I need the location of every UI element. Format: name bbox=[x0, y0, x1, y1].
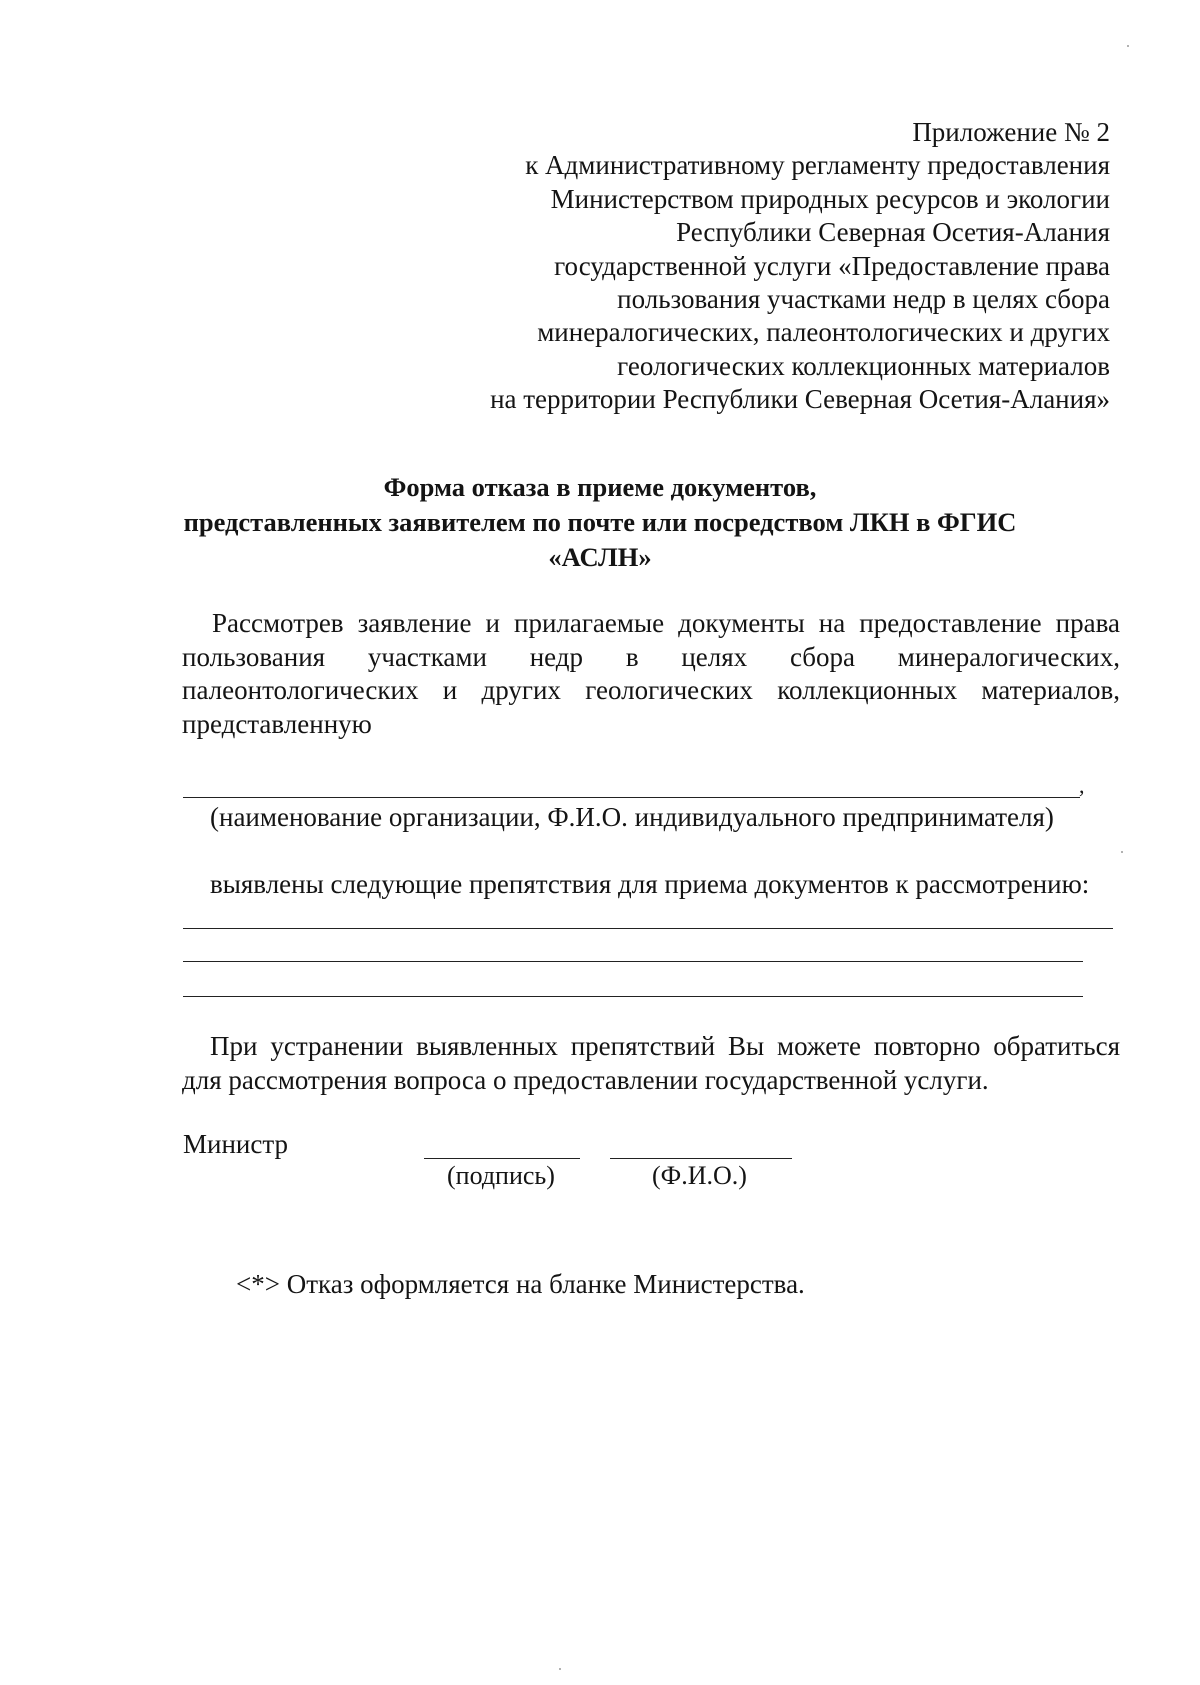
appendix-line: к Административному регламенту предоставления bbox=[525, 150, 1110, 181]
resolution-paragraph bbox=[182, 1030, 1120, 1097]
appendix-line: государственной услуги «Предоставление права bbox=[554, 250, 1110, 281]
appendix-line: пользования участками недр в целях сбора bbox=[617, 284, 1110, 315]
obstacles-label: выявлены следующие препятствия для приема документов к рассмотрению: bbox=[210, 869, 1090, 899]
organization-caption: (наименование организации, Ф.И.О. индивидуального предпринимателя) bbox=[210, 802, 1054, 832]
signature-fill-line bbox=[424, 1158, 580, 1159]
scan-speck bbox=[1121, 851, 1123, 853]
form-title-line: Форма отказа в приеме документов, bbox=[383, 472, 817, 502]
appendix-line: Приложение № 2 bbox=[912, 117, 1110, 147]
signature-caption: (подпись) bbox=[447, 1161, 555, 1190]
footnote: <*> Отказ оформляется на бланке Министерства. bbox=[236, 1269, 805, 1299]
signer-title: Министр bbox=[183, 1129, 288, 1159]
obstacles-fill-line bbox=[183, 961, 1083, 962]
name-fill-line bbox=[610, 1158, 792, 1159]
organization-fill-line bbox=[183, 797, 1080, 798]
organization-fill-comma: , bbox=[1079, 773, 1085, 798]
appendix-line: на территории Республики Северная Осетия-Алания» bbox=[490, 384, 1110, 415]
scan-speck bbox=[559, 1668, 561, 1670]
appendix-header bbox=[490, 116, 1110, 417]
intro-paragraph bbox=[182, 607, 1120, 741]
appendix-line: Министерством природных ресурсов и экологии bbox=[550, 183, 1110, 214]
obstacles-fill-line bbox=[183, 996, 1083, 997]
appendix-line: геологических коллекционных материалов bbox=[617, 350, 1110, 381]
appendix-line: Республики Северная Осетия-Алания bbox=[676, 217, 1110, 248]
form-title-line: «АСЛН» bbox=[548, 542, 652, 572]
resolution-paragraph-text: При устранении выявленных препятствий Вы можете повторно обратиться для рассмотрения вопроса о предоставлении государственной услуги. bbox=[182, 1031, 1120, 1095]
obstacles-fill-line bbox=[183, 928, 1113, 929]
scan-speck bbox=[1127, 45, 1129, 47]
form-title-line: представленных заявителем по почте или посредством ЛКН в ФГИС bbox=[183, 507, 1017, 537]
name-caption: (Ф.И.О.) bbox=[652, 1161, 747, 1190]
form-title bbox=[0, 470, 1200, 575]
appendix-line: минералогических, палеонтологических и других bbox=[537, 317, 1110, 348]
intro-paragraph-text: Рассмотрев заявление и прилагаемые документы на предоставление права пользования участками недр в целях сбора минералогических, палеонтологических и других геологических коллекционных материалов, представленную bbox=[182, 608, 1120, 739]
